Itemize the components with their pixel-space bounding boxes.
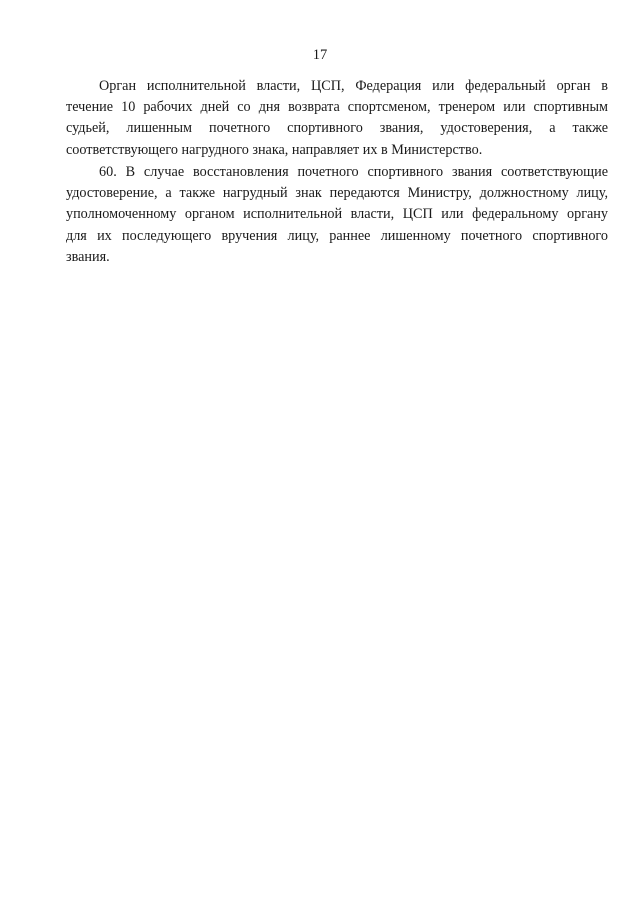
page-number: 17 (312, 47, 328, 63)
paragraph-line: 60. В случае восстановления почетного спортивного звания соответствующие (99, 164, 608, 180)
paragraph-line: удостоверение, а также нагрудный знак передаются Министру, должностному лицу, (66, 185, 608, 202)
paragraph-line: Орган исполнительной власти, ЦСП, Федерация или федеральный орган в (99, 78, 608, 94)
paragraph-line: звания. (66, 248, 110, 265)
paragraph-60-restoration (66, 162, 608, 268)
paragraph-line: для их последующего вручения лицу, раннее лишенному почетного спортивного (66, 227, 608, 244)
paragraph-line: течение 10 рабочих дней со дня возврата спортсменом, тренером или спортивным (66, 99, 608, 116)
paragraph-line: судьей, лишенным почетного спортивного звания, удостоверения, а также (66, 120, 608, 137)
paragraph-revocation-return (66, 76, 608, 161)
paragraph-line: уполномоченному органом исполнительной власти, ЦСП или федеральному органу (66, 206, 608, 223)
paragraph-line: соответствующего нагрудного знака, направляет их в Министерство. (66, 141, 483, 158)
